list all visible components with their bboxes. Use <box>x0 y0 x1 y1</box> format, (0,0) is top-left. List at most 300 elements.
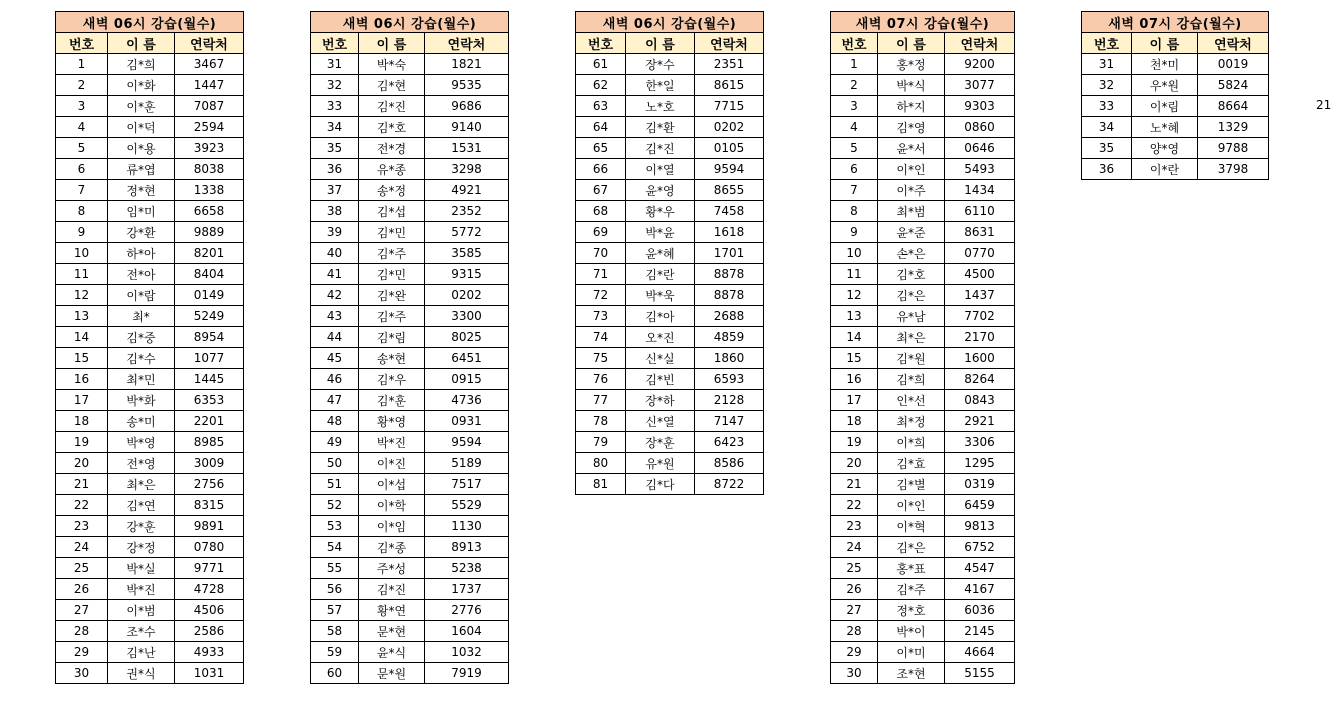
cell-name: 홍*정 <box>878 54 945 75</box>
table-row <box>311 663 509 684</box>
cell-contact: 0780 <box>175 537 244 558</box>
cell-number: 30 <box>831 663 878 684</box>
table-row <box>311 411 509 432</box>
cell-contact: 9813 <box>945 516 1015 537</box>
cell-name: 이*림 <box>1132 96 1198 117</box>
table-title: 새벽 06시 강습(월수) <box>56 12 244 33</box>
table-row <box>56 222 244 243</box>
cell-number: 56 <box>311 579 359 600</box>
table-row <box>576 75 764 96</box>
cell-name: 김*란 <box>626 264 695 285</box>
cell-contact: 1447 <box>175 75 244 96</box>
table-row <box>56 474 244 495</box>
table-row <box>56 390 244 411</box>
class-table-5 <box>1081 11 1269 180</box>
cell-name: 김*연 <box>108 495 175 516</box>
cell-name: 주*성 <box>359 558 425 579</box>
cell-contact: 2594 <box>175 117 244 138</box>
cell-number: 26 <box>831 579 878 600</box>
cell-number: 7 <box>831 180 878 201</box>
cell-contact: 0319 <box>945 474 1015 495</box>
cell-contact: 3798 <box>1198 159 1269 180</box>
cell-contact: 9771 <box>175 558 244 579</box>
cell-name: 김*섭 <box>359 201 425 222</box>
cell-contact: 6353 <box>175 390 244 411</box>
cell-name: 이*혁 <box>878 516 945 537</box>
cell-name: 이*미 <box>878 642 945 663</box>
cell-number: 22 <box>831 495 878 516</box>
header-number: 번호 <box>576 33 626 54</box>
cell-name: 장*훈 <box>626 432 695 453</box>
cell-contact: 2756 <box>175 474 244 495</box>
cell-contact: 6110 <box>945 201 1015 222</box>
table-row <box>831 138 1015 159</box>
table-row <box>1082 75 1269 96</box>
table-row <box>1082 138 1269 159</box>
header-name: 이 름 <box>1132 33 1198 54</box>
table-title: 새벽 06시 강습(월수) <box>311 12 509 33</box>
cell-contact: 6459 <box>945 495 1015 516</box>
cell-name: 이*람 <box>108 285 175 306</box>
cell-name: 김*환 <box>626 117 695 138</box>
cell-contact: 8201 <box>175 243 244 264</box>
table-row <box>311 474 509 495</box>
table-title-row <box>56 12 244 33</box>
cell-name: 오*진 <box>626 327 695 348</box>
cell-number: 35 <box>1082 138 1132 159</box>
cell-number: 6 <box>831 159 878 180</box>
cell-number: 73 <box>576 306 626 327</box>
cell-name: 윤*준 <box>878 222 945 243</box>
table-header-row <box>1082 33 1269 54</box>
table-row <box>576 306 764 327</box>
cell-contact: 8878 <box>695 264 764 285</box>
cell-number: 7 <box>56 180 108 201</box>
cell-number: 22 <box>56 495 108 516</box>
cell-contact: 1821 <box>425 54 509 75</box>
cell-contact: 9594 <box>695 159 764 180</box>
cell-contact: 6036 <box>945 600 1015 621</box>
table-row <box>576 54 764 75</box>
header-contact: 연락처 <box>425 33 509 54</box>
cell-number: 11 <box>56 264 108 285</box>
table-header-row <box>311 33 509 54</box>
cell-number: 54 <box>311 537 359 558</box>
cell-number: 4 <box>831 117 878 138</box>
cell-contact: 2145 <box>945 621 1015 642</box>
cell-contact: 8664 <box>1198 96 1269 117</box>
table-row <box>831 621 1015 642</box>
cell-name: 김*진 <box>359 96 425 117</box>
cell-number: 38 <box>311 201 359 222</box>
cell-number: 4 <box>56 117 108 138</box>
cell-contact: 8722 <box>695 474 764 495</box>
table-row <box>56 327 244 348</box>
cell-number: 58 <box>311 621 359 642</box>
cell-contact: 2352 <box>425 201 509 222</box>
header-contact: 연락처 <box>1198 33 1269 54</box>
table-row <box>311 558 509 579</box>
cell-number: 17 <box>831 390 878 411</box>
cell-contact: 5493 <box>945 159 1015 180</box>
cell-name: 김*희 <box>878 369 945 390</box>
cell-number: 12 <box>831 285 878 306</box>
table-row <box>1082 96 1269 117</box>
table-row <box>576 243 764 264</box>
cell-number: 44 <box>311 327 359 348</box>
table-title: 새벽 07시 강습(월수) <box>1082 12 1269 33</box>
cell-number: 67 <box>576 180 626 201</box>
table-row <box>311 306 509 327</box>
cell-number: 65 <box>576 138 626 159</box>
cell-number: 74 <box>576 327 626 348</box>
header-number: 번호 <box>56 33 108 54</box>
table-row <box>311 327 509 348</box>
table-row <box>576 453 764 474</box>
cell-contact: 0202 <box>695 117 764 138</box>
cell-contact: 8025 <box>425 327 509 348</box>
cell-name: 노*혜 <box>1132 117 1198 138</box>
cell-number: 59 <box>311 642 359 663</box>
cell-name: 김*우 <box>359 369 425 390</box>
cell-contact: 6451 <box>425 348 509 369</box>
table-row <box>576 369 764 390</box>
cell-name: 이*인 <box>878 495 945 516</box>
cell-contact: 4859 <box>695 327 764 348</box>
cell-contact: 9891 <box>175 516 244 537</box>
table-title-row <box>576 12 764 33</box>
cell-contact: 3300 <box>425 306 509 327</box>
table-row <box>311 285 509 306</box>
cell-contact: 1737 <box>425 579 509 600</box>
table-row <box>1082 159 1269 180</box>
cell-number: 24 <box>56 537 108 558</box>
cell-number: 24 <box>831 537 878 558</box>
cell-number: 70 <box>576 243 626 264</box>
cell-name: 황*영 <box>359 411 425 432</box>
cell-number: 20 <box>831 453 878 474</box>
table-row <box>56 537 244 558</box>
cell-name: 박*윤 <box>626 222 695 243</box>
cell-number: 29 <box>831 642 878 663</box>
table-row <box>56 96 244 117</box>
table-row <box>311 222 509 243</box>
cell-contact: 5238 <box>425 558 509 579</box>
table-row <box>831 432 1015 453</box>
table-row <box>831 96 1015 117</box>
cell-contact: 1604 <box>425 621 509 642</box>
cell-number: 55 <box>311 558 359 579</box>
table-row <box>56 243 244 264</box>
table-row <box>311 495 509 516</box>
cell-name: 박*진 <box>108 579 175 600</box>
header-name: 이 름 <box>359 33 425 54</box>
table-row <box>56 306 244 327</box>
table-row <box>576 117 764 138</box>
table-row <box>311 432 509 453</box>
cell-number: 40 <box>311 243 359 264</box>
cell-number: 34 <box>311 117 359 138</box>
cell-name: 이*섭 <box>359 474 425 495</box>
table-row <box>311 96 509 117</box>
table-row <box>576 96 764 117</box>
table-row <box>56 621 244 642</box>
cell-number: 8 <box>56 201 108 222</box>
cell-name: 김*림 <box>359 327 425 348</box>
table-title-row <box>1082 12 1269 33</box>
cell-number: 47 <box>311 390 359 411</box>
table-row <box>56 75 244 96</box>
cell-contact: 8586 <box>695 453 764 474</box>
cell-number: 63 <box>576 96 626 117</box>
table-title-row <box>311 12 509 33</box>
header-contact: 연락처 <box>695 33 764 54</box>
cell-contact: 2201 <box>175 411 244 432</box>
cell-contact: 1701 <box>695 243 764 264</box>
table-row <box>311 390 509 411</box>
cell-contact: 1032 <box>425 642 509 663</box>
cell-name: 송*미 <box>108 411 175 432</box>
cell-contact: 5249 <box>175 306 244 327</box>
cell-name: 강*훈 <box>108 516 175 537</box>
cell-contact: 8631 <box>945 222 1015 243</box>
table-row <box>311 264 509 285</box>
table-row <box>56 285 244 306</box>
cell-contact: 6752 <box>945 537 1015 558</box>
table-row <box>831 222 1015 243</box>
cell-number: 10 <box>56 243 108 264</box>
cell-name: 이*범 <box>108 600 175 621</box>
cell-number: 37 <box>311 180 359 201</box>
header-name: 이 름 <box>626 33 695 54</box>
cell-contact: 2776 <box>425 600 509 621</box>
cell-name: 전*영 <box>108 453 175 474</box>
cell-contact: 0646 <box>945 138 1015 159</box>
cell-number: 9 <box>831 222 878 243</box>
cell-number: 33 <box>311 96 359 117</box>
class-table-4 <box>830 11 1015 684</box>
cell-number: 16 <box>56 369 108 390</box>
cell-contact: 0931 <box>425 411 509 432</box>
table-row <box>831 243 1015 264</box>
cell-contact: 4736 <box>425 390 509 411</box>
cell-contact: 4167 <box>945 579 1015 600</box>
cell-number: 13 <box>831 306 878 327</box>
cell-name: 송*현 <box>359 348 425 369</box>
stray-cell-text: 21 <box>1316 98 1331 112</box>
cell-contact: 8038 <box>175 159 244 180</box>
table-row <box>311 369 509 390</box>
cell-name: 황*우 <box>626 201 695 222</box>
table-row <box>56 453 244 474</box>
cell-contact: 1329 <box>1198 117 1269 138</box>
cell-number: 81 <box>576 474 626 495</box>
cell-name: 김*훈 <box>359 390 425 411</box>
cell-number: 66 <box>576 159 626 180</box>
table-row <box>831 558 1015 579</box>
cell-contact: 3306 <box>945 432 1015 453</box>
cell-contact: 2128 <box>695 390 764 411</box>
cell-number: 69 <box>576 222 626 243</box>
class-table-1 <box>55 11 244 684</box>
cell-contact: 7517 <box>425 474 509 495</box>
table-row <box>831 411 1015 432</box>
table-row <box>576 222 764 243</box>
cell-contact: 3298 <box>425 159 509 180</box>
cell-number: 60 <box>311 663 359 684</box>
cell-name: 유*원 <box>626 453 695 474</box>
cell-name: 김*영 <box>878 117 945 138</box>
cell-number: 50 <box>311 453 359 474</box>
header-number: 번호 <box>311 33 359 54</box>
cell-number: 2 <box>56 75 108 96</box>
cell-contact: 2170 <box>945 327 1015 348</box>
cell-name: 장*하 <box>626 390 695 411</box>
cell-number: 21 <box>831 474 878 495</box>
table-row <box>311 642 509 663</box>
table-row <box>831 600 1015 621</box>
cell-contact: 7087 <box>175 96 244 117</box>
table-row <box>311 54 509 75</box>
cell-name: 김*민 <box>359 264 425 285</box>
cell-contact: 0915 <box>425 369 509 390</box>
header-name: 이 름 <box>108 33 175 54</box>
cell-number: 42 <box>311 285 359 306</box>
cell-name: 김*진 <box>359 579 425 600</box>
cell-name: 송*정 <box>359 180 425 201</box>
cell-name: 문*현 <box>359 621 425 642</box>
table-row <box>576 348 764 369</box>
cell-contact: 4933 <box>175 642 244 663</box>
table-row <box>1082 54 1269 75</box>
cell-number: 17 <box>56 390 108 411</box>
cell-name: 조*현 <box>878 663 945 684</box>
cell-name: 김*종 <box>359 537 425 558</box>
table-row <box>56 516 244 537</box>
table-row <box>831 642 1015 663</box>
cell-number: 36 <box>1082 159 1132 180</box>
cell-contact: 1295 <box>945 453 1015 474</box>
cell-contact: 2586 <box>175 621 244 642</box>
cell-name: 윤*식 <box>359 642 425 663</box>
table-row <box>576 390 764 411</box>
cell-contact: 0843 <box>945 390 1015 411</box>
table-title: 새벽 06시 강습(월수) <box>576 12 764 33</box>
cell-number: 57 <box>311 600 359 621</box>
cell-number: 33 <box>1082 96 1132 117</box>
table-row <box>831 306 1015 327</box>
cell-number: 36 <box>311 159 359 180</box>
cell-contact: 1600 <box>945 348 1015 369</box>
table-row <box>311 600 509 621</box>
table-row <box>1082 117 1269 138</box>
cell-name: 이*학 <box>359 495 425 516</box>
table-row <box>311 621 509 642</box>
table-row <box>56 558 244 579</box>
cell-contact: 1860 <box>695 348 764 369</box>
cell-number: 10 <box>831 243 878 264</box>
cell-contact: 1618 <box>695 222 764 243</box>
table-row <box>56 369 244 390</box>
cell-number: 12 <box>56 285 108 306</box>
table-row <box>831 390 1015 411</box>
cell-name: 박*영 <box>108 432 175 453</box>
table-row <box>831 201 1015 222</box>
cell-number: 25 <box>56 558 108 579</box>
cell-contact: 1437 <box>945 285 1015 306</box>
cell-number: 41 <box>311 264 359 285</box>
cell-number: 80 <box>576 453 626 474</box>
cell-name: 홍*표 <box>878 558 945 579</box>
cell-name: 박*숙 <box>359 54 425 75</box>
table-row <box>311 453 509 474</box>
cell-contact: 1338 <box>175 180 244 201</box>
cell-contact: 9200 <box>945 54 1015 75</box>
table-row <box>831 474 1015 495</box>
cell-number: 19 <box>831 432 878 453</box>
cell-number: 34 <box>1082 117 1132 138</box>
cell-contact: 4921 <box>425 180 509 201</box>
class-table-2 <box>310 11 509 684</box>
table-row <box>831 369 1015 390</box>
cell-name: 신*열 <box>626 411 695 432</box>
cell-number: 48 <box>311 411 359 432</box>
cell-name: 김*빈 <box>626 369 695 390</box>
cell-name: 김*효 <box>878 453 945 474</box>
cell-name: 전*아 <box>108 264 175 285</box>
cell-number: 1 <box>56 54 108 75</box>
class-table-3 <box>575 11 764 495</box>
cell-number: 6 <box>56 159 108 180</box>
cell-name: 김*현 <box>359 75 425 96</box>
cell-number: 18 <box>56 411 108 432</box>
cell-number: 27 <box>831 600 878 621</box>
cell-contact: 9788 <box>1198 138 1269 159</box>
cell-number: 1 <box>831 54 878 75</box>
cell-contact: 1445 <box>175 369 244 390</box>
cell-number: 78 <box>576 411 626 432</box>
cell-number: 32 <box>1082 75 1132 96</box>
cell-name: 이*용 <box>108 138 175 159</box>
table-row <box>831 327 1015 348</box>
cell-number: 14 <box>831 327 878 348</box>
cell-contact: 1077 <box>175 348 244 369</box>
cell-contact: 1130 <box>425 516 509 537</box>
cell-number: 71 <box>576 264 626 285</box>
cell-name: 박*욱 <box>626 285 695 306</box>
cell-name: 최*정 <box>878 411 945 432</box>
cell-number: 2 <box>831 75 878 96</box>
cell-number: 13 <box>56 306 108 327</box>
cell-number: 15 <box>831 348 878 369</box>
cell-number: 16 <box>831 369 878 390</box>
cell-name: 최*은 <box>878 327 945 348</box>
cell-contact: 8878 <box>695 285 764 306</box>
cell-contact: 8264 <box>945 369 1015 390</box>
cell-name: 박*실 <box>108 558 175 579</box>
table-row <box>56 642 244 663</box>
cell-name: 박*이 <box>878 621 945 642</box>
cell-number: 23 <box>56 516 108 537</box>
table-row <box>311 348 509 369</box>
cell-contact: 8615 <box>695 75 764 96</box>
table-row <box>831 285 1015 306</box>
cell-number: 8 <box>831 201 878 222</box>
cell-number: 52 <box>311 495 359 516</box>
cell-name: 인*선 <box>878 390 945 411</box>
table-row <box>831 537 1015 558</box>
cell-number: 35 <box>311 138 359 159</box>
